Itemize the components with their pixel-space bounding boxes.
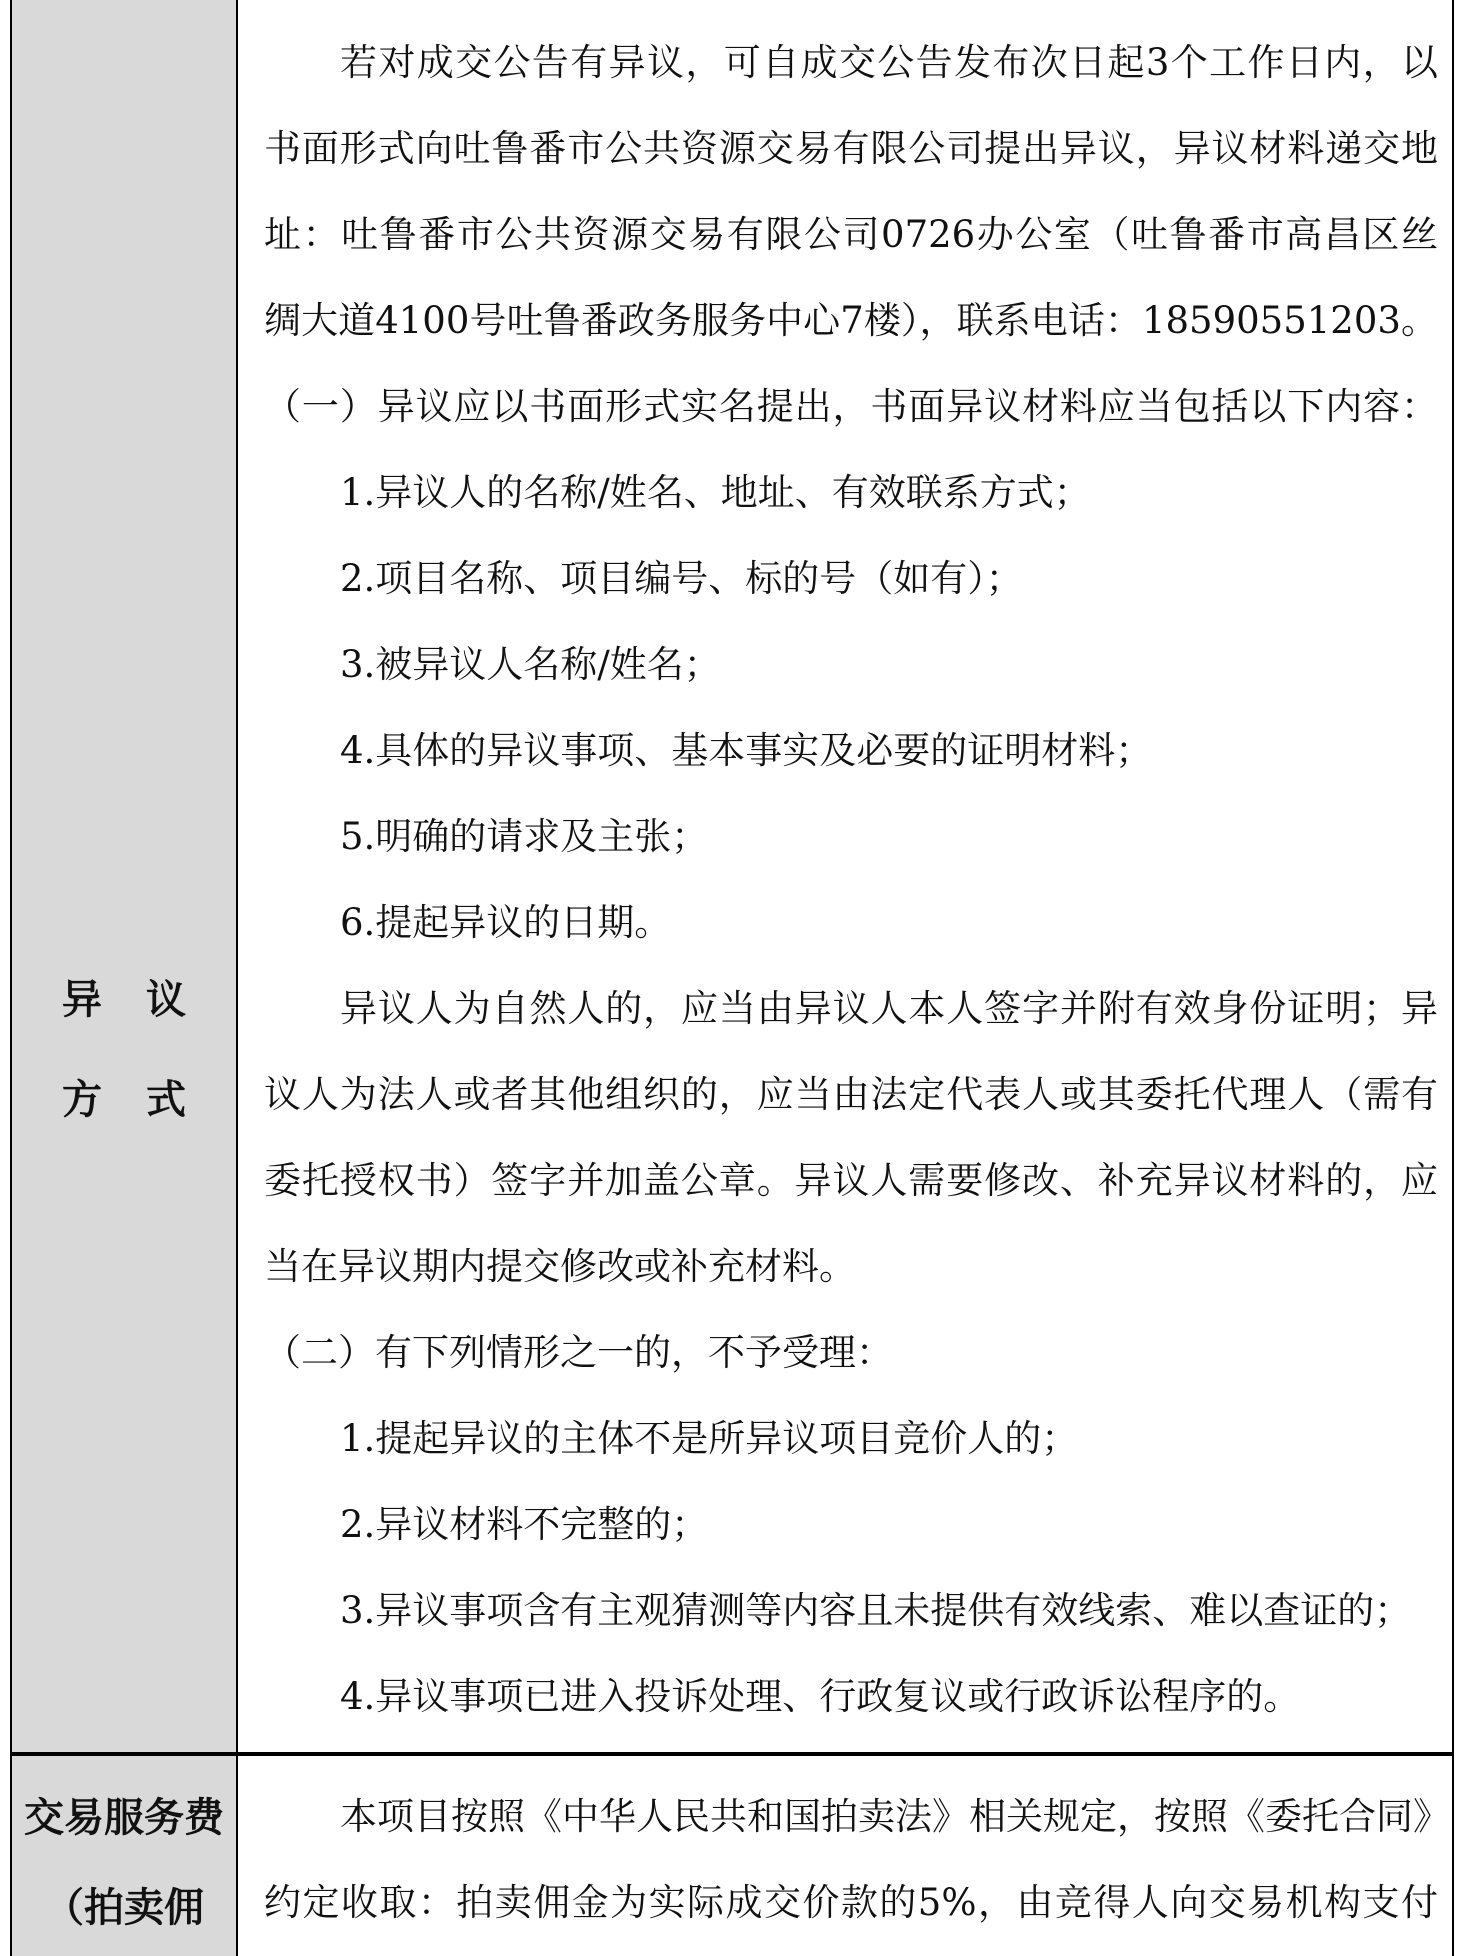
objection-line-9: 4.具体的异议事项、基本事实及必要的证明材料； (340, 729, 1153, 772)
objection-line-11: 6.提起异议的日期。 (340, 901, 672, 944)
objection-line-5: （一）异议应以书面形式实名提出，书面异议材料应当包括以下内容： (264, 385, 1438, 428)
objection-line-6: 1.异议人的名称/姓名、地址、有效联系方式； (340, 471, 1091, 514)
service-fee-content-cell (238, 1756, 1452, 1956)
objection-line-2: 书面形式向吐鲁番市公共资源交易有限公司提出异议，异议材料递交地 (264, 127, 1438, 170)
service-fee-line-1: 本项目按照《中华人民共和国拍卖法》相关规定，按照《委托合同》 (340, 1795, 1450, 1838)
objection-line-14: 委托授权书）签字并加盖公章。异议人需要修改、补充异议材料的，应 (264, 1159, 1438, 1202)
objection-line-10: 5.明确的请求及主张； (340, 815, 709, 858)
objection-line-12: 异议人为自然人的，应当由异议人本人签字并附有效身份证明；异 (340, 987, 1438, 1030)
objection-line-4: 绸大道4100号吐鲁番政务服务中心7楼），联系电话：18590551203。 (264, 299, 1438, 342)
objection-line-18: 2.异议材料不完整的； (340, 1503, 709, 1546)
service-fee-label-cell (12, 1756, 238, 1956)
objection-line-3: 址：吐鲁番市公共资源交易有限公司0726办公室（吐鲁番市高昌区丝 (264, 213, 1438, 256)
objection-label-cell (12, 0, 238, 1752)
objection-line-7: 2.项目名称、项目编号、标的号（如有）； (340, 557, 1023, 600)
service-fee-label-line1: 交易服务费 (24, 1795, 224, 1841)
objection-content-cell (238, 0, 1452, 1752)
objection-line-17: 1.提起异议的主体不是所异议项目竞价人的； (340, 1417, 1079, 1460)
objection-line-15: 当在异议期内提交修改或补充材料。 (264, 1245, 856, 1288)
objection-line-16: （二）有下列情形之一的，不予受理： (264, 1331, 893, 1374)
document-table (10, 0, 1454, 1956)
objection-line-1: 若对成交公告有异议，可自成交公告发布次日起3个工作日内，以 (340, 41, 1438, 84)
objection-line-8: 3.被异议人名称/姓名； (340, 643, 721, 686)
service-fee-label-line2: （拍卖佣 (44, 1885, 204, 1931)
objection-line-20: 4.异议事项已进入投诉处理、行政复议或行政诉讼程序的。 (340, 1675, 1301, 1718)
objection-label-line1: 异议 (62, 977, 230, 1023)
objection-line-13: 议人为法人或者其他组织的，应当由法定代表人或其委托代理人（需有 (264, 1073, 1438, 1116)
objection-line-19: 3.异议事项含有主观猜测等内容且未提供有效线索、难以查证的； (340, 1589, 1412, 1632)
service-fee-line-2: 约定收取：拍卖佣金为实际成交价款的5%，由竞得人向交易机构支付 (264, 1881, 1438, 1924)
objection-label-line2: 方式 (62, 1077, 230, 1123)
